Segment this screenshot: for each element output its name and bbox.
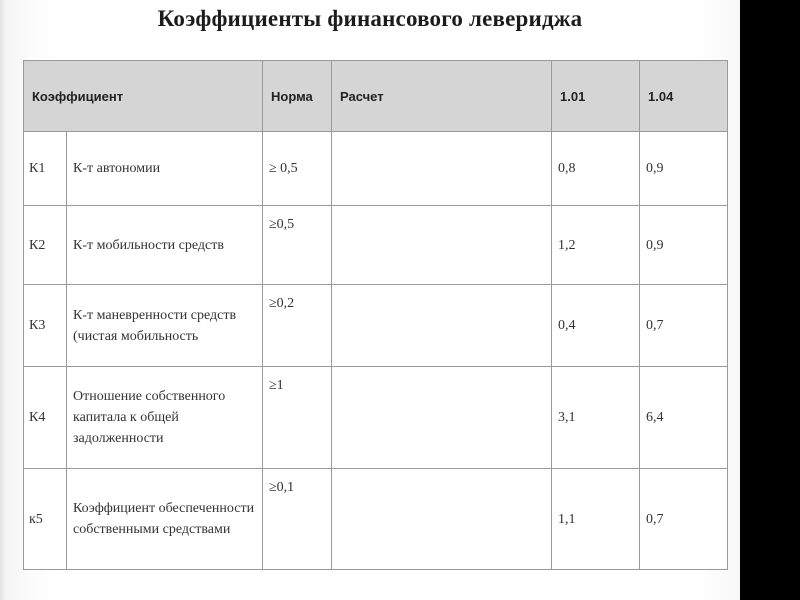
row-code: К2 [24, 206, 67, 285]
row-calculation [332, 367, 552, 469]
row-value-1-01: 3,1 [552, 367, 640, 469]
row-norm: ≥0,2 [263, 285, 332, 367]
row-value-1-01: 1,2 [552, 206, 640, 285]
row-code: К4 [24, 367, 67, 469]
row-code: К3 [24, 285, 67, 367]
header-1-01: 1.01 [552, 61, 640, 132]
row-calculation [332, 285, 552, 367]
header-coefficient: Коэффициент [24, 61, 263, 132]
row-calculation [332, 132, 552, 206]
row-norm: ≥ 0,5 [263, 132, 332, 206]
row-norm: ≥0,1 [263, 469, 332, 570]
row-value-1-04: 6,4 [640, 367, 728, 469]
header-1-04: 1.04 [640, 61, 728, 132]
slide-title: Коэффициенты финансового левериджа [157, 6, 583, 31]
row-norm: ≥1 [263, 367, 332, 469]
row-value-1-04: 0,7 [640, 469, 728, 570]
row-name: К-т маневренности средств (чистая мобильность [67, 285, 263, 367]
coefficients-table [23, 60, 728, 570]
row-calculation [332, 469, 552, 570]
row-norm: ≥0,5 [263, 206, 332, 285]
row-value-1-04: 0,9 [640, 206, 728, 285]
row-name: К-т мобильности средств [67, 206, 263, 285]
table-row [24, 132, 728, 206]
row-name: Отношение собственного капитала к общей задолженности [67, 367, 263, 469]
header-calculation: Расчет [332, 61, 552, 132]
table-row [24, 285, 728, 367]
table-row [24, 367, 728, 469]
row-value-1-01: 1,1 [552, 469, 640, 570]
row-calculation [332, 206, 552, 285]
table-row [24, 206, 728, 285]
row-code: К1 [24, 132, 67, 206]
row-name: К-т автономии [67, 132, 263, 206]
row-value-1-04: 0,7 [640, 285, 728, 367]
row-value-1-04: 0,9 [640, 132, 728, 206]
table-row [24, 469, 728, 570]
table-header-row [24, 61, 728, 132]
row-value-1-01: 0,4 [552, 285, 640, 367]
header-norm: Норма [263, 61, 332, 132]
row-value-1-01: 0,8 [552, 132, 640, 206]
row-code: к5 [24, 469, 67, 570]
row-name: Коэффициент обеспеченности собственными средствами [67, 469, 263, 570]
